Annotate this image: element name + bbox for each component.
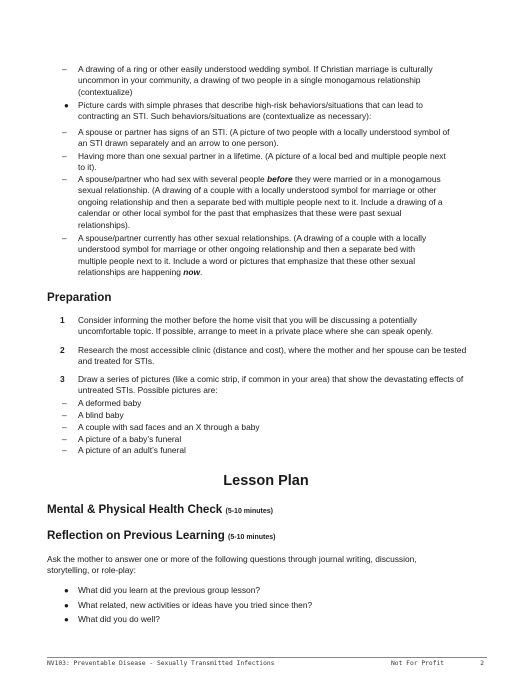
picture-list-item [62,410,480,421]
dash-marker: – [62,174,67,184]
step-number: 1 [60,315,65,325]
step-number: 2 [60,345,65,355]
heading-text: Mental & Physical Health Check [47,503,223,516]
text-line: calendar or other local symbol for the past that emphasizes that these were past sexual [78,208,402,219]
picture-cards-item [64,100,480,123]
text-line: A spouse or partner has signs of an STI. (A picture of two people with a locally understood symbol of [78,127,450,137]
reflection-question [64,600,480,611]
behavior-item-multiple-partners [62,151,480,174]
bullet-marker: ● [64,601,69,610]
text-line: storytelling, or role-play: [47,565,136,576]
text-line [78,174,480,185]
text-line: A drawing of a ring or other easily understood wedding symbol. If Christian marriage is culturally [78,64,433,74]
text-line: What did you do well? [78,614,160,624]
picture-list-item [62,445,480,456]
text-line: understood symbol for marriage or other ongoing relationship and then a separate bed with [78,244,416,255]
text-line: ongoing relationship and then a separate bed with multiple people next to it. Include a drawing of a [78,196,443,207]
dash-marker: – [62,445,67,455]
text-line: Having more than one sexual partner in a lifetime. (A picture of a local bed and multiple people next [78,151,446,161]
text-line: What did you learn at the previous group lesson? [78,585,261,595]
behavior-item-current-partners [62,233,480,279]
text-line: Draw a series of pictures (like a comic strip, if common in your area) that show the devastating effects of [78,374,464,384]
text-line: Ask the mother to answer one or more of the following questions through journal writing, discussion, [47,554,417,564]
text-line [78,267,480,278]
text-line: to it). [78,162,97,173]
text-line: Research the most accessible clinic (distance and cost), where the mother and her spouse can be tested [78,345,467,355]
reflection-intro [47,554,479,577]
text-line: (contextualize) [78,86,133,97]
text-line: Consider informing the mother before the home visit that you will be discussing a potentially [78,315,417,325]
dash-marker: – [62,127,67,137]
dash-marker: – [62,233,67,243]
prep-step-3 [60,374,482,397]
bullet-marker: ● [64,586,69,595]
reflection-question [64,585,480,596]
emphasis-now: now [183,267,200,278]
reflection-heading [47,529,276,542]
emphasis-before: before [267,174,293,184]
picture-list-item [62,434,480,445]
footer-course-title: NV103: Preventable Disease - Sexually Transmitted Infections [47,660,275,667]
picture-list-item [62,398,480,409]
picture-list-item [62,422,480,433]
text-run: relationships are happening [78,267,184,278]
duration-label: (5-10 minutes) [225,508,273,515]
prep-step-2 [60,345,482,368]
text-line: Picture cards with simple phrases that describe high-risk behaviors/situations that can lead to [78,100,423,110]
dash-marker: – [62,64,67,74]
text-line: untreated STIs. Possible pictures are: [78,385,218,396]
text-line: multiple people next to it. Include a word or pictures that emphasize that these other sexual [78,255,416,266]
text-line: A deformed baby [78,398,142,408]
footer-not-for-profit: Not For Profit [391,660,445,667]
bullet-marker: ● [64,101,69,110]
lesson-plan-title: Lesson Plan [223,473,309,489]
text-run: A spouse/partner who had sex with several people [78,174,268,184]
bullet-marker: ● [64,615,69,624]
heading-text: Reflection on Previous Learning [47,529,225,542]
dash-marker: – [62,410,67,420]
text-line: A spouse/partner currently has other sexual relationships. (A drawing of a couple with a locally [78,233,427,243]
behavior-item-signs [62,127,480,150]
text-line: sexual relationship. (A drawing of a couple with a locally understood symbol for marriage or other [78,185,437,196]
dash-marker: – [62,422,67,432]
text-line: A picture of an adult’s funeral [78,445,186,455]
text-line: relationships). [78,219,131,230]
preparation-heading: Preparation [47,291,112,304]
text-line: uncommon in your community, a drawing of two people in a single monogamous relationship [78,75,421,86]
text-run: . [199,267,203,278]
page-footer [47,657,487,667]
prep-step-1 [60,315,482,338]
dash-marker: – [62,151,67,161]
dash-marker: – [62,434,67,444]
wedding-symbol-item [62,64,480,98]
text-line: and treated for STIs. [78,356,155,367]
text-line: an STI drawn separately and an arrow to one person). [78,138,279,149]
text-line: A blind baby [78,410,124,420]
text-line: A couple with sad faces and an X through a baby [78,422,260,432]
text-line: uncomfortable topic. If possible, arrange to meet in a private place where she can speak openly. [78,326,434,337]
text-line: What related, new activities or ideas have you tried since then? [78,600,313,610]
step-number: 3 [60,374,65,384]
page-number: 2 [480,660,484,667]
duration-label: (5-10 minutes) [228,534,276,541]
behavior-item-past-partners [62,174,480,231]
text-run: they were married or in a monogamous [292,174,441,184]
text-line: A picture of a baby’s funeral [78,434,182,444]
reflection-question [64,614,480,625]
dash-marker: – [62,398,67,408]
text-line: contracting an STI. Such behaviors/situations are (contextualize as necessary): [78,111,372,122]
health-check-heading [47,503,273,516]
